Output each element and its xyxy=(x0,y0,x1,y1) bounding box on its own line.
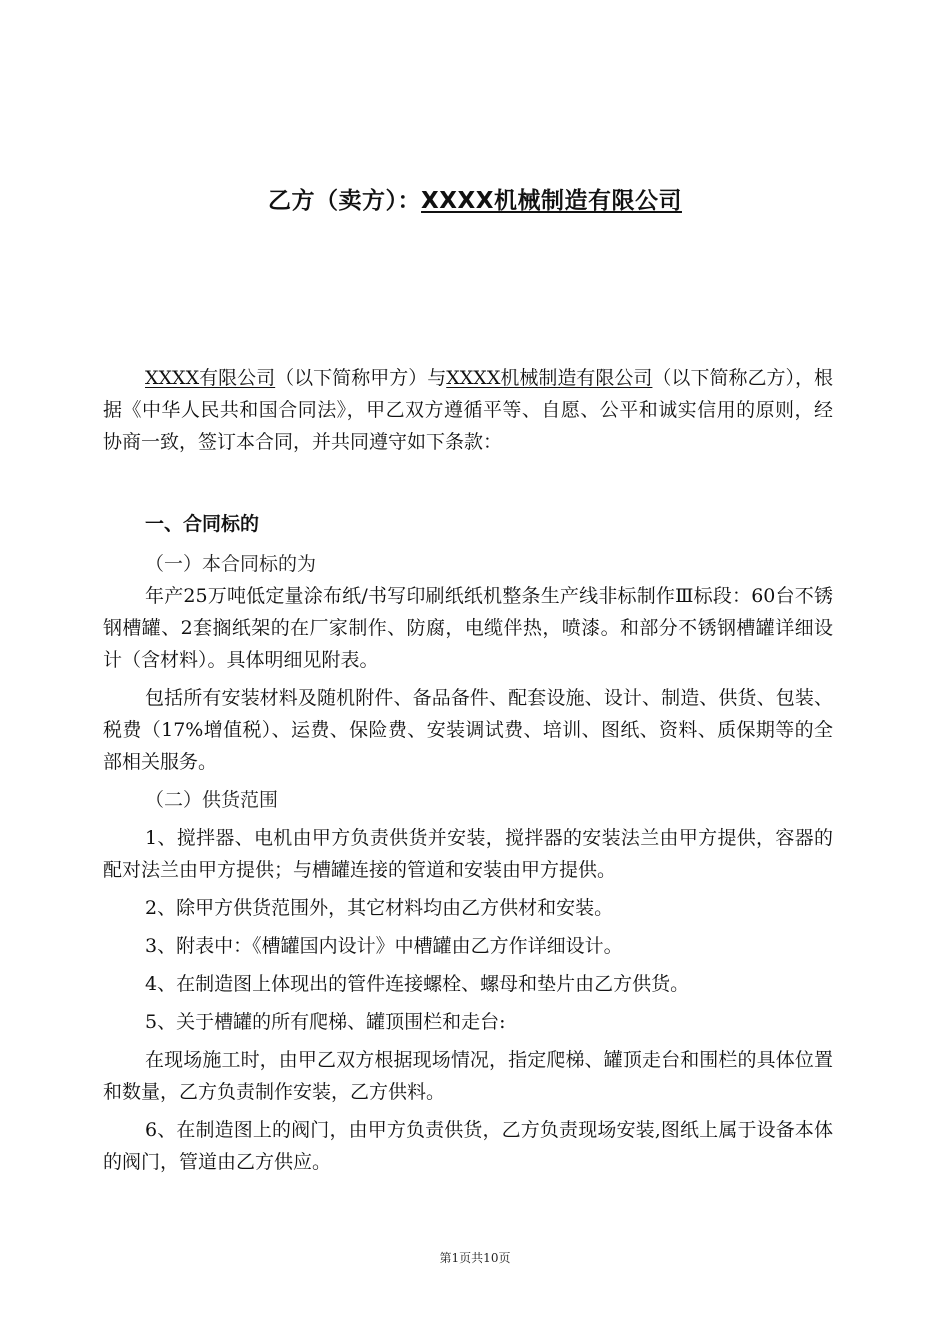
clause-item-3: 3、附表中：《槽罐国内设计》中槽罐由乙方作详细设计。 xyxy=(145,935,623,957)
subsection-label-1: （一）本合同标的为 xyxy=(145,553,317,575)
page-title xyxy=(0,182,950,215)
clause-item-6: 6、在制造图上的阀门，由甲方负责供货，乙方负责现场安装,图纸上属于设备本体的阀门，管道由乙方供应。 xyxy=(103,1119,833,1173)
party-a-name: XXXX有限公司 xyxy=(145,367,276,389)
clause-item-5-detail: 在现场施工时，由甲乙双方根据现场情况，指定爬梯、罐顶走台和围栏的具体位置和数量，乙方负责制作安装，乙方供料。 xyxy=(103,1049,833,1103)
clause-item-2: 2、除甲方供货范围外，其它材料均由乙方供材和安装。 xyxy=(145,897,614,919)
clause-item-5: 5、关于槽罐的所有爬梯、罐顶围栏和走台: xyxy=(145,1011,506,1033)
subsection-label-2: （二）供货范围 xyxy=(145,789,279,811)
scope-paragraph: 包括所有安装材料及随机附件、备品备件、配套设施、设计、制造、供货、包装、税费（17%增值税）、运费、保险费、安装调试费、培训、图纸、资料、质保期等的全部相关服务。 xyxy=(103,687,833,773)
subject-paragraph: 年产25万吨低定量涂布纸/书写印刷纸纸机整条生产线非标制作Ⅲ标段：60台不锈钢槽罐、2套搁纸架的在厂家制作、防腐，电缆伴热，喷漆。和部分不锈钢槽罐详细设计（含材料）。具体明细见附表。 xyxy=(103,585,833,671)
title-prefix: 乙方（卖方）： xyxy=(268,188,422,214)
intro-text-2: （以下简称乙方），根据《中华人民共和国合同法》，甲乙双方遵循平等、自愿、公平和诚实信用的原则，经协商一致，签订本合同，并共同遵守如下条款： xyxy=(103,367,833,453)
intro-text-1: （以下简称甲方）与 xyxy=(275,367,447,389)
section-heading: 一、合同标的 xyxy=(145,513,260,535)
page-number: 第1页共10页 xyxy=(439,1251,511,1265)
party-b-name: XXXX机械制造有限公司 xyxy=(446,367,653,389)
title-company: XXXX机械制造有限公司 xyxy=(421,188,682,214)
clause-item-1: 1、搅拌器、电机由甲方负责供货并安装，搅拌器的安装法兰由甲方提供，容器的配对法兰由甲方提供；与槽罐连接的管道和安装由甲方提供。 xyxy=(103,827,833,881)
contract-body xyxy=(103,362,833,1178)
clause-item-4: 4、在制造图上体现出的管件连接螺栓、螺母和垫片由乙方供货。 xyxy=(145,973,690,995)
intro-paragraph xyxy=(103,362,833,458)
spacer xyxy=(103,458,833,508)
